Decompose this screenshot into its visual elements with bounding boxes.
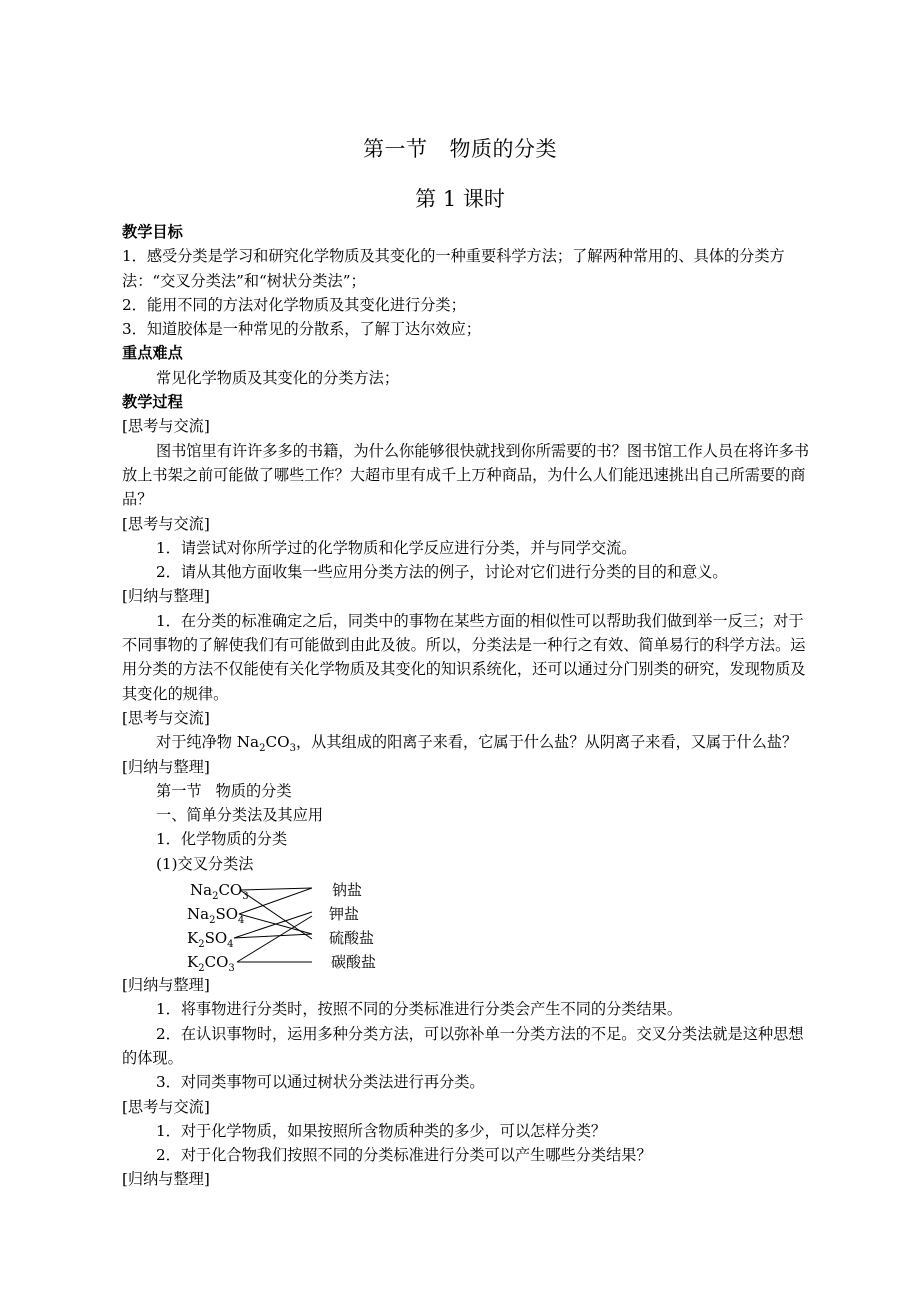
salt-formula: $Na_2SO_4$ bbox=[187, 905, 245, 927]
tag-think: [思考与交流] bbox=[122, 708, 210, 727]
salt-formula: $Na_2CO_3$ bbox=[190, 881, 249, 903]
cross-classification-diagram bbox=[122, 876, 812, 973]
outline-section: 第一节 物质的分类 bbox=[156, 781, 292, 800]
tag-think: [思考与交流] bbox=[122, 1097, 210, 1116]
list-item: 1．对于化学物质，如果按照所含物质种类的多少，可以怎样分类？ bbox=[156, 1121, 607, 1140]
list-item: 2．对于化合物我们按照不同的分类标准进行分类可以产生哪些分类结果？ bbox=[156, 1146, 652, 1165]
salt-formula: $K_2CO_3$ bbox=[187, 953, 235, 975]
salt-category: 硫酸盐 bbox=[329, 929, 375, 948]
list-item: 2．在认识事物时，运用多种分类方法，可以弥补单一分类方法的不足。交叉分类法就是这种思想的体现。 bbox=[122, 1024, 804, 1067]
heading-key-points: 重点难点 bbox=[122, 344, 183, 363]
connection-lines bbox=[122, 876, 382, 973]
goal-item: 2．能用不同的方法对化学物质及其变化进行分类； bbox=[122, 295, 466, 314]
heading-process: 教学过程 bbox=[122, 393, 183, 412]
tag-think: [思考与交流] bbox=[122, 514, 210, 533]
connector-line bbox=[239, 888, 312, 914]
list-item: 2．请从其他方面收集一些应用分类方法的例子，讨论对它们进行分类的目的和意义。 bbox=[156, 563, 728, 582]
tag-summary: [归纳与整理] bbox=[122, 1170, 210, 1189]
connector-line bbox=[240, 888, 312, 890]
outline-item: (1)交叉分类法 bbox=[156, 854, 254, 873]
salt-category: 钠盐 bbox=[332, 881, 363, 900]
salt-category: 钾盐 bbox=[329, 905, 360, 924]
key-points-text: 常见化学物质及其变化的分类方法； bbox=[156, 368, 399, 387]
outline-item: 一、简单分类法及其应用 bbox=[156, 806, 324, 825]
tag-summary: [归纳与整理] bbox=[122, 587, 210, 606]
list-item: 1．将事物进行分类时，按照不同的分类标准进行分类会产生不同的分类结果。 bbox=[156, 1000, 683, 1019]
document-body bbox=[122, 220, 812, 1192]
heading-goals: 教学目标 bbox=[122, 223, 183, 241]
goal-item: 3．知道胶体是一种常见的分散系，了解丁达尔效应； bbox=[122, 320, 481, 339]
paragraph: 对于纯净物 $Na_2CO_3$，从其组成的阳离子来看，它属于什么盐？从阴离子来看，又属于什么盐？ bbox=[156, 733, 798, 755]
connector-line bbox=[237, 916, 312, 962]
lesson-subtitle: 第 1 课时 bbox=[415, 187, 505, 211]
salt-formula: $K_2SO_4$ bbox=[187, 929, 234, 951]
connector-line bbox=[240, 890, 312, 939]
outline-item: 1．化学物质的分类 bbox=[156, 830, 288, 849]
tag-think: [思考与交流] bbox=[122, 417, 210, 436]
paragraph: 1．在分类的标准确定之后，同类中的事物在某些方面的相似性可以帮助我们做到举一反三；对于不同事物的了解使我们有可能做到由此及彼。所以，分类法是一种行之有效、简单易行的科学方法。运用分类的方法不仅能使有关化学物质及其变化的知识系统化，还可以通过分门别类的研究，发现物质及其变化的规律。 bbox=[122, 611, 806, 703]
paragraph: 图书馆里有许许多多的书籍，为什么你能够很快就找到你所需要的书？图书馆工作人员在将许多书放上书架之前可能做了哪些工作？大超市里有成千上万种商品，为什么人们能迅速挑出自己所需要的商品？ bbox=[122, 441, 810, 509]
tag-summary: [归纳与整理] bbox=[122, 757, 210, 776]
list-item: 3．对同类事物可以通过树状分类法进行再分类。 bbox=[156, 1073, 485, 1092]
tag-summary: [归纳与整理] bbox=[122, 976, 210, 995]
section-title: 第一节 物质的分类 bbox=[363, 137, 557, 161]
salt-category: 碳酸盐 bbox=[331, 953, 377, 972]
list-item: 1．请尝试对你所学过的化学物质和化学反应进行分类，并与同学交流。 bbox=[156, 538, 637, 557]
goal-item: 1．感受分类是学习和研究化学物质及其变化的一种重要科学方法；了解两种常用的、具体的分类方法：“交叉分类法”和“树状分类法”； bbox=[122, 247, 785, 290]
